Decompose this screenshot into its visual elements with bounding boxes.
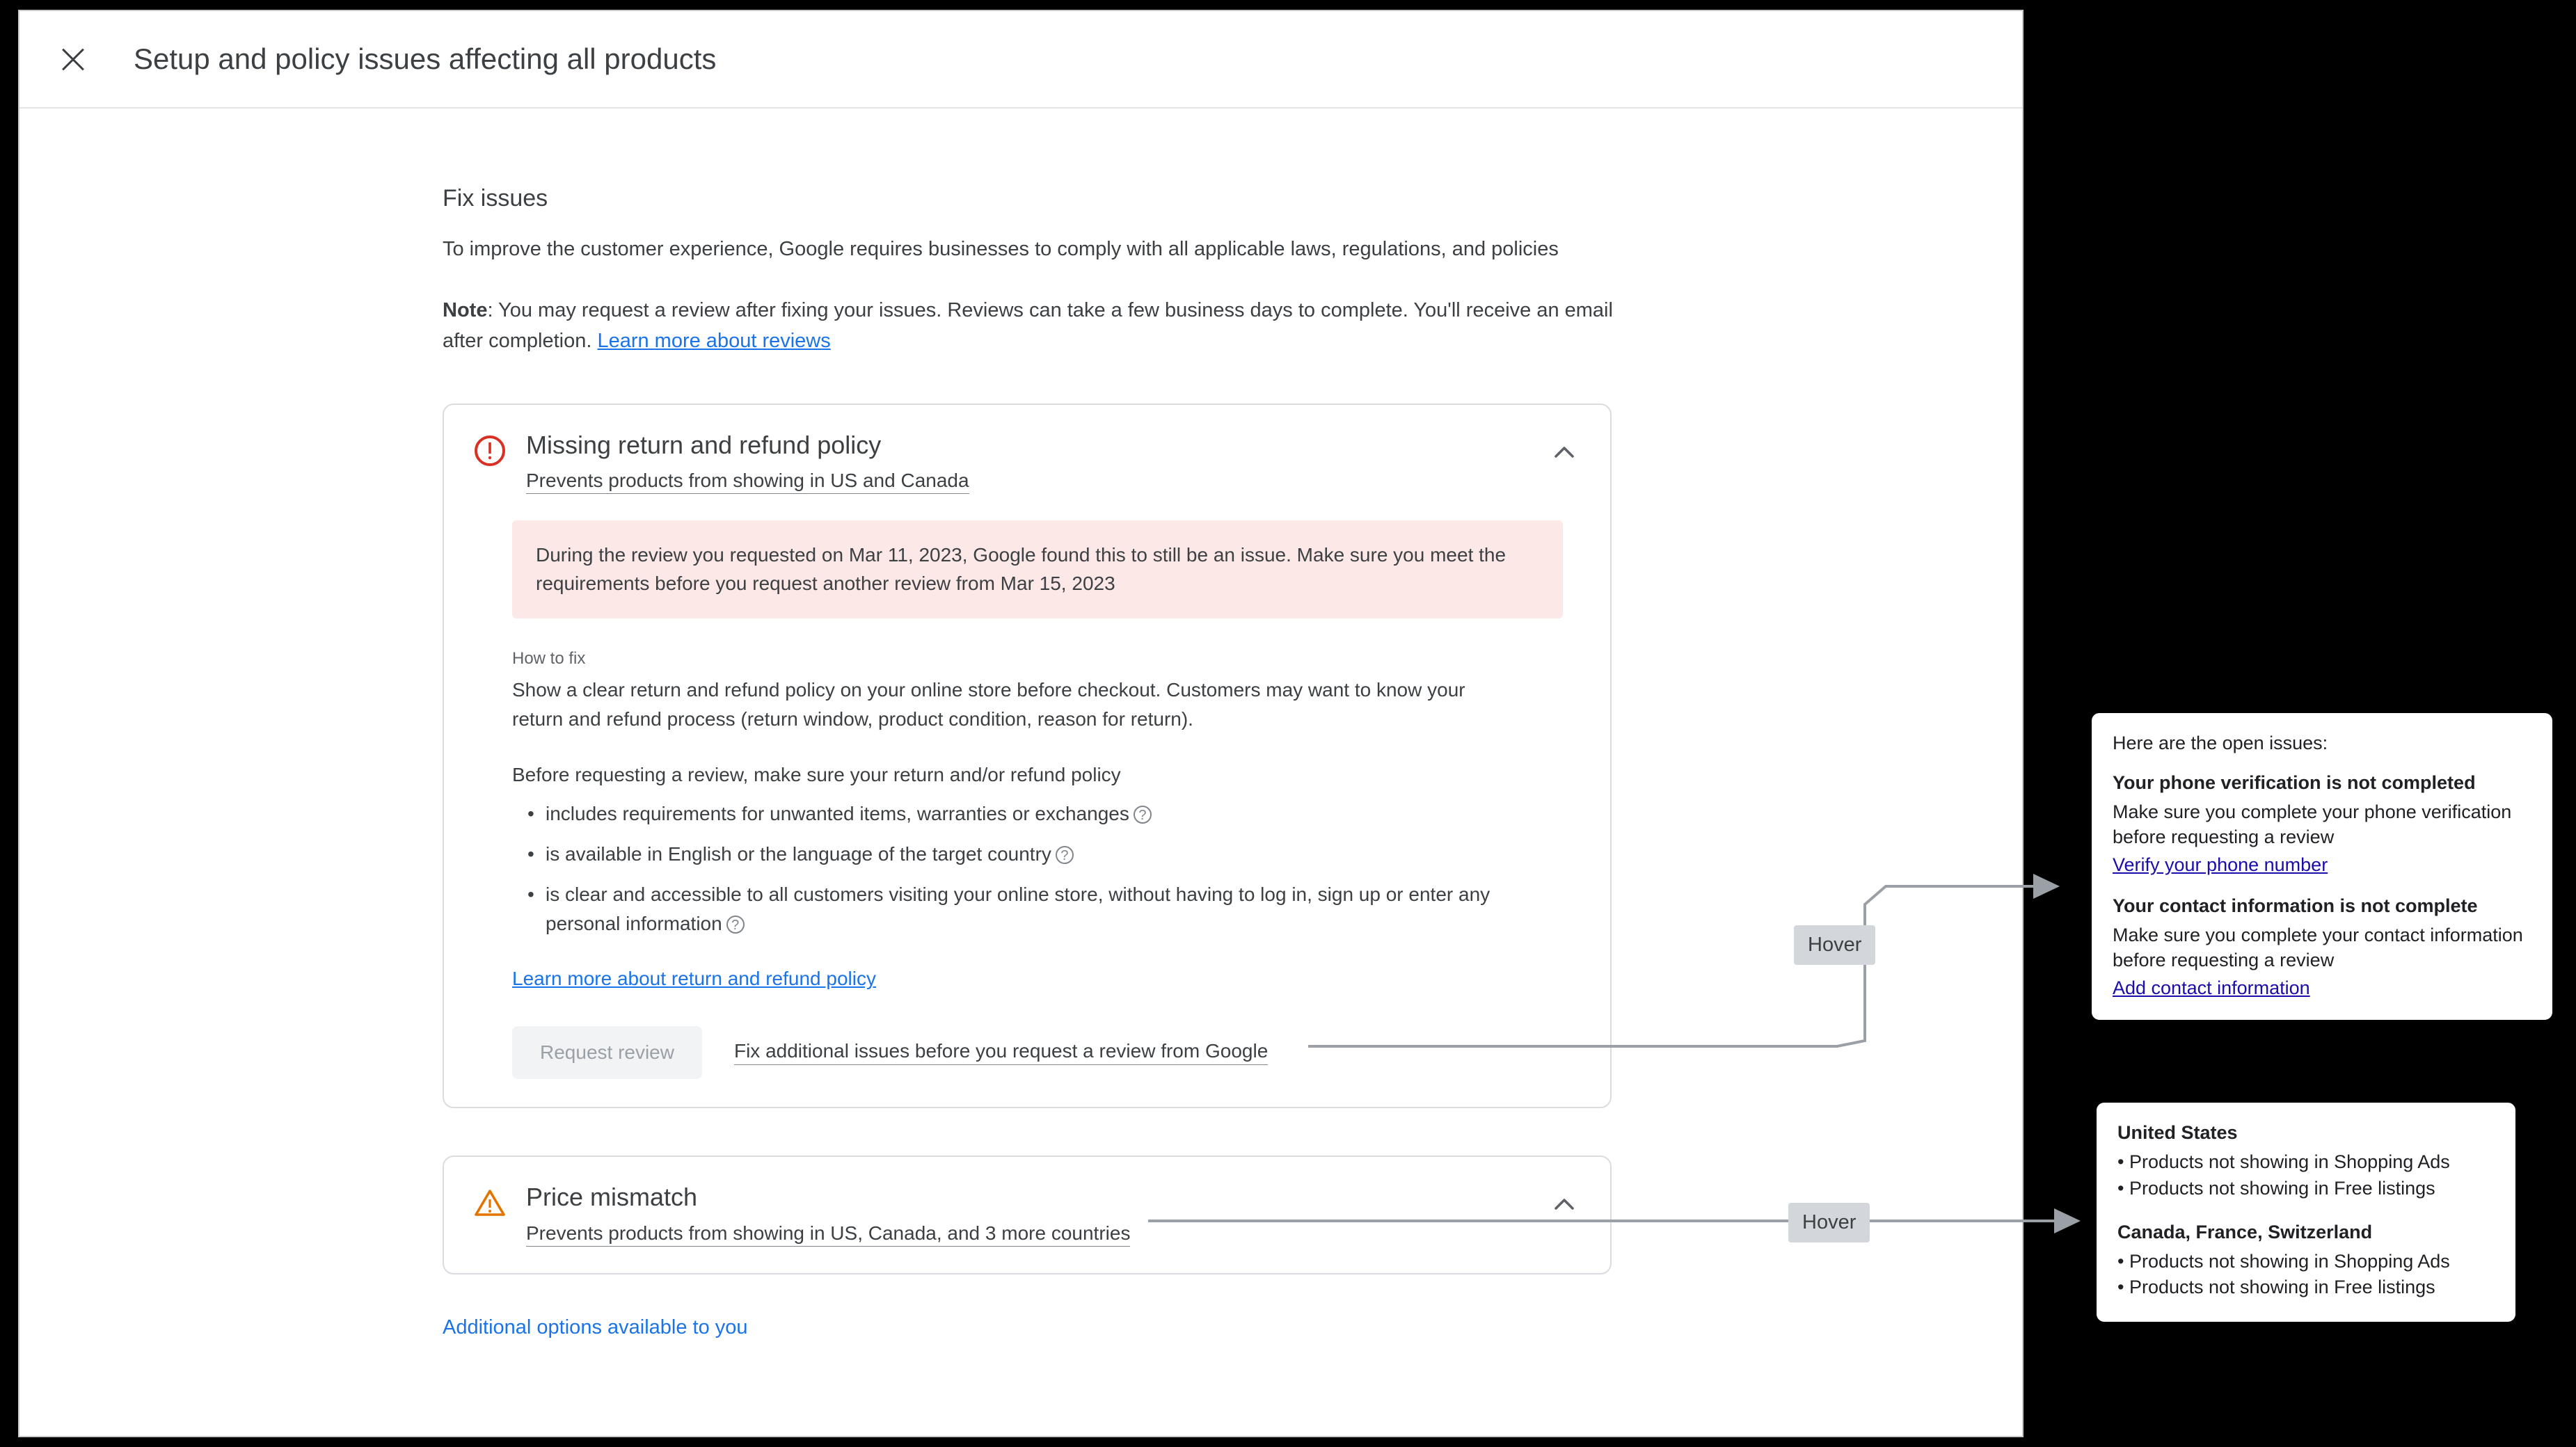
chevron-up-icon[interactable] <box>1548 1188 1581 1221</box>
help-icon[interactable]: ? <box>1134 806 1152 824</box>
tooltip-item-title: Your contact information is not complete <box>2113 895 2478 916</box>
issue-subtitle: Prevents products from showing in US, Canada, and 3 more countries <box>526 1222 1130 1247</box>
fix-additional-issues-note[interactable]: Fix additional issues before you request a review from Google <box>734 1040 1268 1065</box>
hover-chip-bottom: Hover <box>1788 1203 1870 1242</box>
tooltip-item-body: Make sure you complete your contact information before requesting a review <box>2113 924 2523 971</box>
issue-title: Price mismatch <box>526 1183 698 1212</box>
dialog-header <box>19 11 2022 109</box>
issue-card-price-mismatch <box>443 1156 1612 1274</box>
note-text <box>443 296 1625 356</box>
learn-more-return-policy-link[interactable]: Learn more about return and refund policy <box>512 968 876 990</box>
help-icon[interactable]: ? <box>726 916 745 934</box>
list-item <box>525 840 1555 869</box>
country-group-bullet: • Products not showing in Shopping Ads <box>2117 1250 2450 1272</box>
list-item <box>525 799 1555 829</box>
issue-subtitle: Prevents products from showing in US and Canada <box>526 470 969 494</box>
section-title: Fix issues <box>443 185 548 211</box>
tooltip-item-body: Make sure you complete your phone verification before requesting a review <box>2113 801 2512 848</box>
list-item <box>525 880 1555 938</box>
country-group-bullet: • Products not showing in Free listings <box>2117 1277 2435 1298</box>
additional-options-link[interactable]: Additional options available to you <box>443 1316 748 1338</box>
intro-text: To improve the customer experience, Google requires businesses to comply with all applicable laws, regulations, and policies <box>443 238 1559 260</box>
requirement-text: is clear and accessible to all customers visiting your online store, without having to log in, sign up or enter any personal information <box>546 884 1490 935</box>
hover-chip-top: Hover <box>1794 925 1875 965</box>
how-to-fix-label: How to fix <box>512 649 586 669</box>
tooltip-affected-countries <box>2094 1101 2518 1324</box>
note-body: : You may request a review after fixing your issues. Reviews can take a few business days to complete. You'll receive an email after completion. <box>443 299 1613 352</box>
learn-more-reviews-link[interactable]: Learn more about reviews <box>597 329 831 352</box>
country-group-title: Canada, France, Switzerland <box>2117 1221 2373 1242</box>
requirement-list <box>525 799 1581 938</box>
country-group-bullet: • Products not showing in Free listings <box>2117 1177 2435 1199</box>
note-label: Note <box>443 299 488 322</box>
setup-issues-dialog <box>18 10 2024 1437</box>
country-group-bullet: • Products not showing in Shopping Ads <box>2117 1151 2450 1172</box>
tooltip-open-issues <box>2090 711 2554 1022</box>
warning-icon <box>473 1186 507 1220</box>
dialog-content <box>19 109 2022 1339</box>
how-to-fix-text: Show a clear return and refund policy on your online store before checkout. Customers may want to know your return and refund process (return window, product condition, reason for return). <box>512 679 1465 730</box>
issue-card-header[interactable] <box>473 430 1581 494</box>
issue-card-title-group <box>526 430 1548 494</box>
requirement-text: includes requirements for unwanted items, warranties or exchanges <box>546 803 1129 825</box>
issue-card-actions <box>512 1026 1581 1079</box>
chevron-up-icon[interactable] <box>1548 435 1581 469</box>
issue-card-header[interactable] <box>473 1182 1581 1246</box>
help-icon[interactable]: ? <box>1056 846 1074 864</box>
request-review-button[interactable]: Request review <box>512 1026 702 1079</box>
page-title: Setup and policy issues affecting all products <box>134 42 717 75</box>
tooltip-lead: Here are the open issues: <box>2113 733 2328 753</box>
tooltip-item-title: Your phone verification is not completed <box>2113 772 2476 793</box>
policy-link-row <box>512 968 1581 990</box>
review-alert-banner: During the review you requested on Mar 11, 2023, Google found this to still be an issue. Make sure you meet the requirements before you request another review from Mar 15, 2023 <box>512 520 1563 618</box>
additional-options-row <box>443 1316 2022 1339</box>
issue-card-missing-return-policy <box>443 403 1612 1108</box>
issue-title: Missing return and refund policy <box>526 431 882 460</box>
before-review-text: Before requesting a review, make sure your return and/or refund policy <box>512 764 1121 786</box>
close-icon[interactable] <box>53 39 93 79</box>
issue-card-title-group <box>526 1182 1548 1246</box>
requirement-text: is available in English or the language of the target country <box>546 843 1051 865</box>
country-group-title: United States <box>2117 1122 2238 1143</box>
error-icon <box>473 434 507 467</box>
verify-phone-link[interactable]: Verify your phone number <box>2113 854 2328 875</box>
add-contact-info-link[interactable]: Add contact information <box>2113 977 2310 998</box>
